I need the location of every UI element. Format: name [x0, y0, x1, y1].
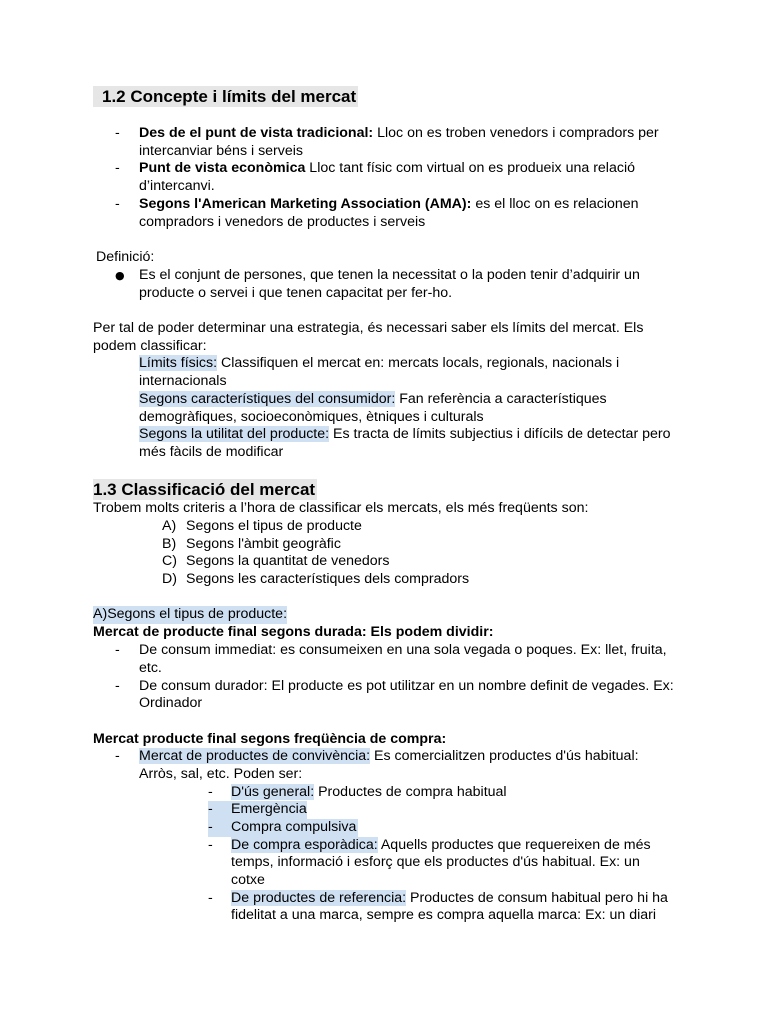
limits-intro: Per tal de poder determinar una estrategia, és necessari saber els límits del mercat. Els — [93, 320, 644, 336]
frequency-heading-text: Mercat producte final segons freqüència de compra: — [93, 731, 447, 747]
criteria-item: Segons l'àmbit geogràfic — [186, 536, 341, 552]
section-1-3-heading — [93, 479, 317, 500]
subsection-a-heading: A)Segons el tipus de producte: — [93, 606, 288, 622]
definition-item-economic — [139, 160, 635, 178]
limit-continuation: internacionals — [139, 373, 227, 389]
dash-marker: - — [115, 125, 120, 141]
sub-item-sporadic — [231, 837, 651, 855]
sub-item-text: Productes de compra habitual — [314, 784, 507, 800]
section-1-3-title: 1.3 Classificació del mercat — [93, 480, 316, 499]
sub-item-compulsive — [208, 819, 358, 837]
item-text: es el lloc on es relacionen — [471, 196, 639, 212]
dash-marker: - — [208, 801, 213, 817]
definition-label: Definició: — [96, 249, 155, 265]
limit-continuation: demogràfiques, socioeconòmiques, ètniques i culturals — [139, 409, 484, 425]
highlight-label: Segons la utilitat del producte: — [139, 426, 330, 442]
sub-item-general-use — [231, 784, 507, 802]
limit-text: Es tracta de límits subjectius i difícils de detectar pero — [329, 426, 671, 442]
dash-marker: - — [208, 784, 213, 800]
sub-item-label: Compra compulsiva — [231, 819, 357, 835]
limits-intro-cont: podem classificar: — [93, 338, 207, 354]
dash-marker: - — [115, 196, 120, 212]
limit-consumer — [139, 391, 607, 409]
highlight-label: Límits físics: — [139, 355, 218, 371]
limit-continuation: més fàcils de modificar — [139, 444, 284, 460]
durada-item: De consum immediat: es consumeixen en una sola vegada o poques. Ex: llet, fruita, — [139, 642, 667, 658]
dash-marker: - — [115, 678, 120, 694]
item-continuation: d’intercanvi. — [139, 178, 215, 194]
sub-item-text: Productes de consum habitual pero hi ha — [406, 890, 668, 906]
sub-item-text: Aquells productes que requereixen de més — [377, 837, 651, 853]
definition-text-cont: producte o servei i que tenen capacitat per fer-ho. — [139, 285, 453, 301]
criteria-item: Segons la quantitat de venedors — [186, 553, 390, 569]
highlight-label: Mercat de productes de convivència: — [139, 748, 371, 764]
highlight-label: De productes de referencia: — [231, 890, 407, 906]
limit-text: Classifiquen el mercat en: mercats locals, regionals, nacionals i — [217, 355, 620, 371]
convenience-products — [139, 748, 639, 766]
criteria-item: Segons les característiques dels compradors — [186, 571, 470, 587]
item-text: Lloc on es troben venedors i compradors per — [373, 125, 659, 141]
item-label: Segons l'American Marketing Association (AMA): — [139, 196, 472, 212]
durada-heading-text: Mercat de producte final segons durada: Els podem dividir: — [93, 624, 494, 640]
section-1-2-heading — [93, 86, 358, 107]
durada-heading — [93, 624, 493, 642]
definition-item-ama — [139, 196, 639, 214]
highlight-label: Segons característiques del consumidor: — [139, 391, 396, 407]
item-label: Des de el punt de vista tradicional: — [139, 125, 374, 141]
list-letter: D) — [162, 571, 177, 587]
limit-text: Fan referència a característiques — [395, 391, 607, 407]
sub-item-emergency — [208, 801, 307, 819]
durada-item: De consum durador: El producte es pot utilitzar en un nombre definit de vegades. Ex: — [139, 678, 674, 694]
classification-intro: Trobem molts criteris a l’hora de classificar els mercats, els més freqüents son: — [93, 500, 589, 516]
dash-marker: - — [208, 890, 213, 906]
convenience-cont: Arròs, sal, etc. Poden ser: — [139, 766, 303, 782]
sub-item-reference — [231, 890, 668, 908]
convenience-text: Es comercialitzen productes d'ús habitual: — [370, 748, 639, 764]
item-continuation: compradors i venedors de productes i serveis — [139, 214, 426, 230]
section-1-2-title: 1.2 Concepte i límits del mercat — [102, 87, 357, 106]
definition-item-traditional — [139, 125, 659, 143]
dash-marker: - — [208, 819, 213, 835]
sub-item-cont: fidelitat a una marca, sempre es compra aquella marca: Ex: un diari — [231, 907, 657, 923]
item-label: Punt de vista econòmica — [139, 160, 306, 176]
list-letter: A) — [162, 518, 177, 534]
dash-marker: - — [115, 642, 120, 658]
durada-item-cont: Ordinador — [139, 695, 203, 711]
durada-item-cont: etc. — [139, 660, 162, 676]
frequency-heading — [93, 731, 446, 749]
list-letter: B) — [162, 536, 177, 552]
limit-utility — [139, 426, 671, 444]
limit-physical — [139, 355, 619, 373]
list-letter: C) — [162, 553, 177, 569]
bullet-marker: ● — [115, 269, 125, 282]
sub-item-label: Emergència — [231, 801, 307, 817]
highlight-label: De compra esporàdica: — [231, 837, 378, 853]
sub-item-cont: temps, informació i esforç que els productes d'ús habitual. Ex: un — [231, 854, 640, 870]
item-continuation: intercanviar béns i serveis — [139, 143, 304, 159]
item-text: Lloc tant físic com virtual on es produeix una relació — [305, 160, 635, 176]
dash-marker: - — [208, 837, 213, 853]
dash-marker: - — [115, 160, 120, 176]
definition-text: Es el conjunt de persones, que tenen la necessitat o la poden tenir d’adquirir un — [139, 267, 640, 283]
sub-item-cont: cotxe — [231, 872, 265, 888]
dash-marker: - — [115, 748, 120, 764]
criteria-item: Segons el tipus de producte — [186, 518, 362, 534]
highlight-label: D'ús general: — [231, 784, 315, 800]
